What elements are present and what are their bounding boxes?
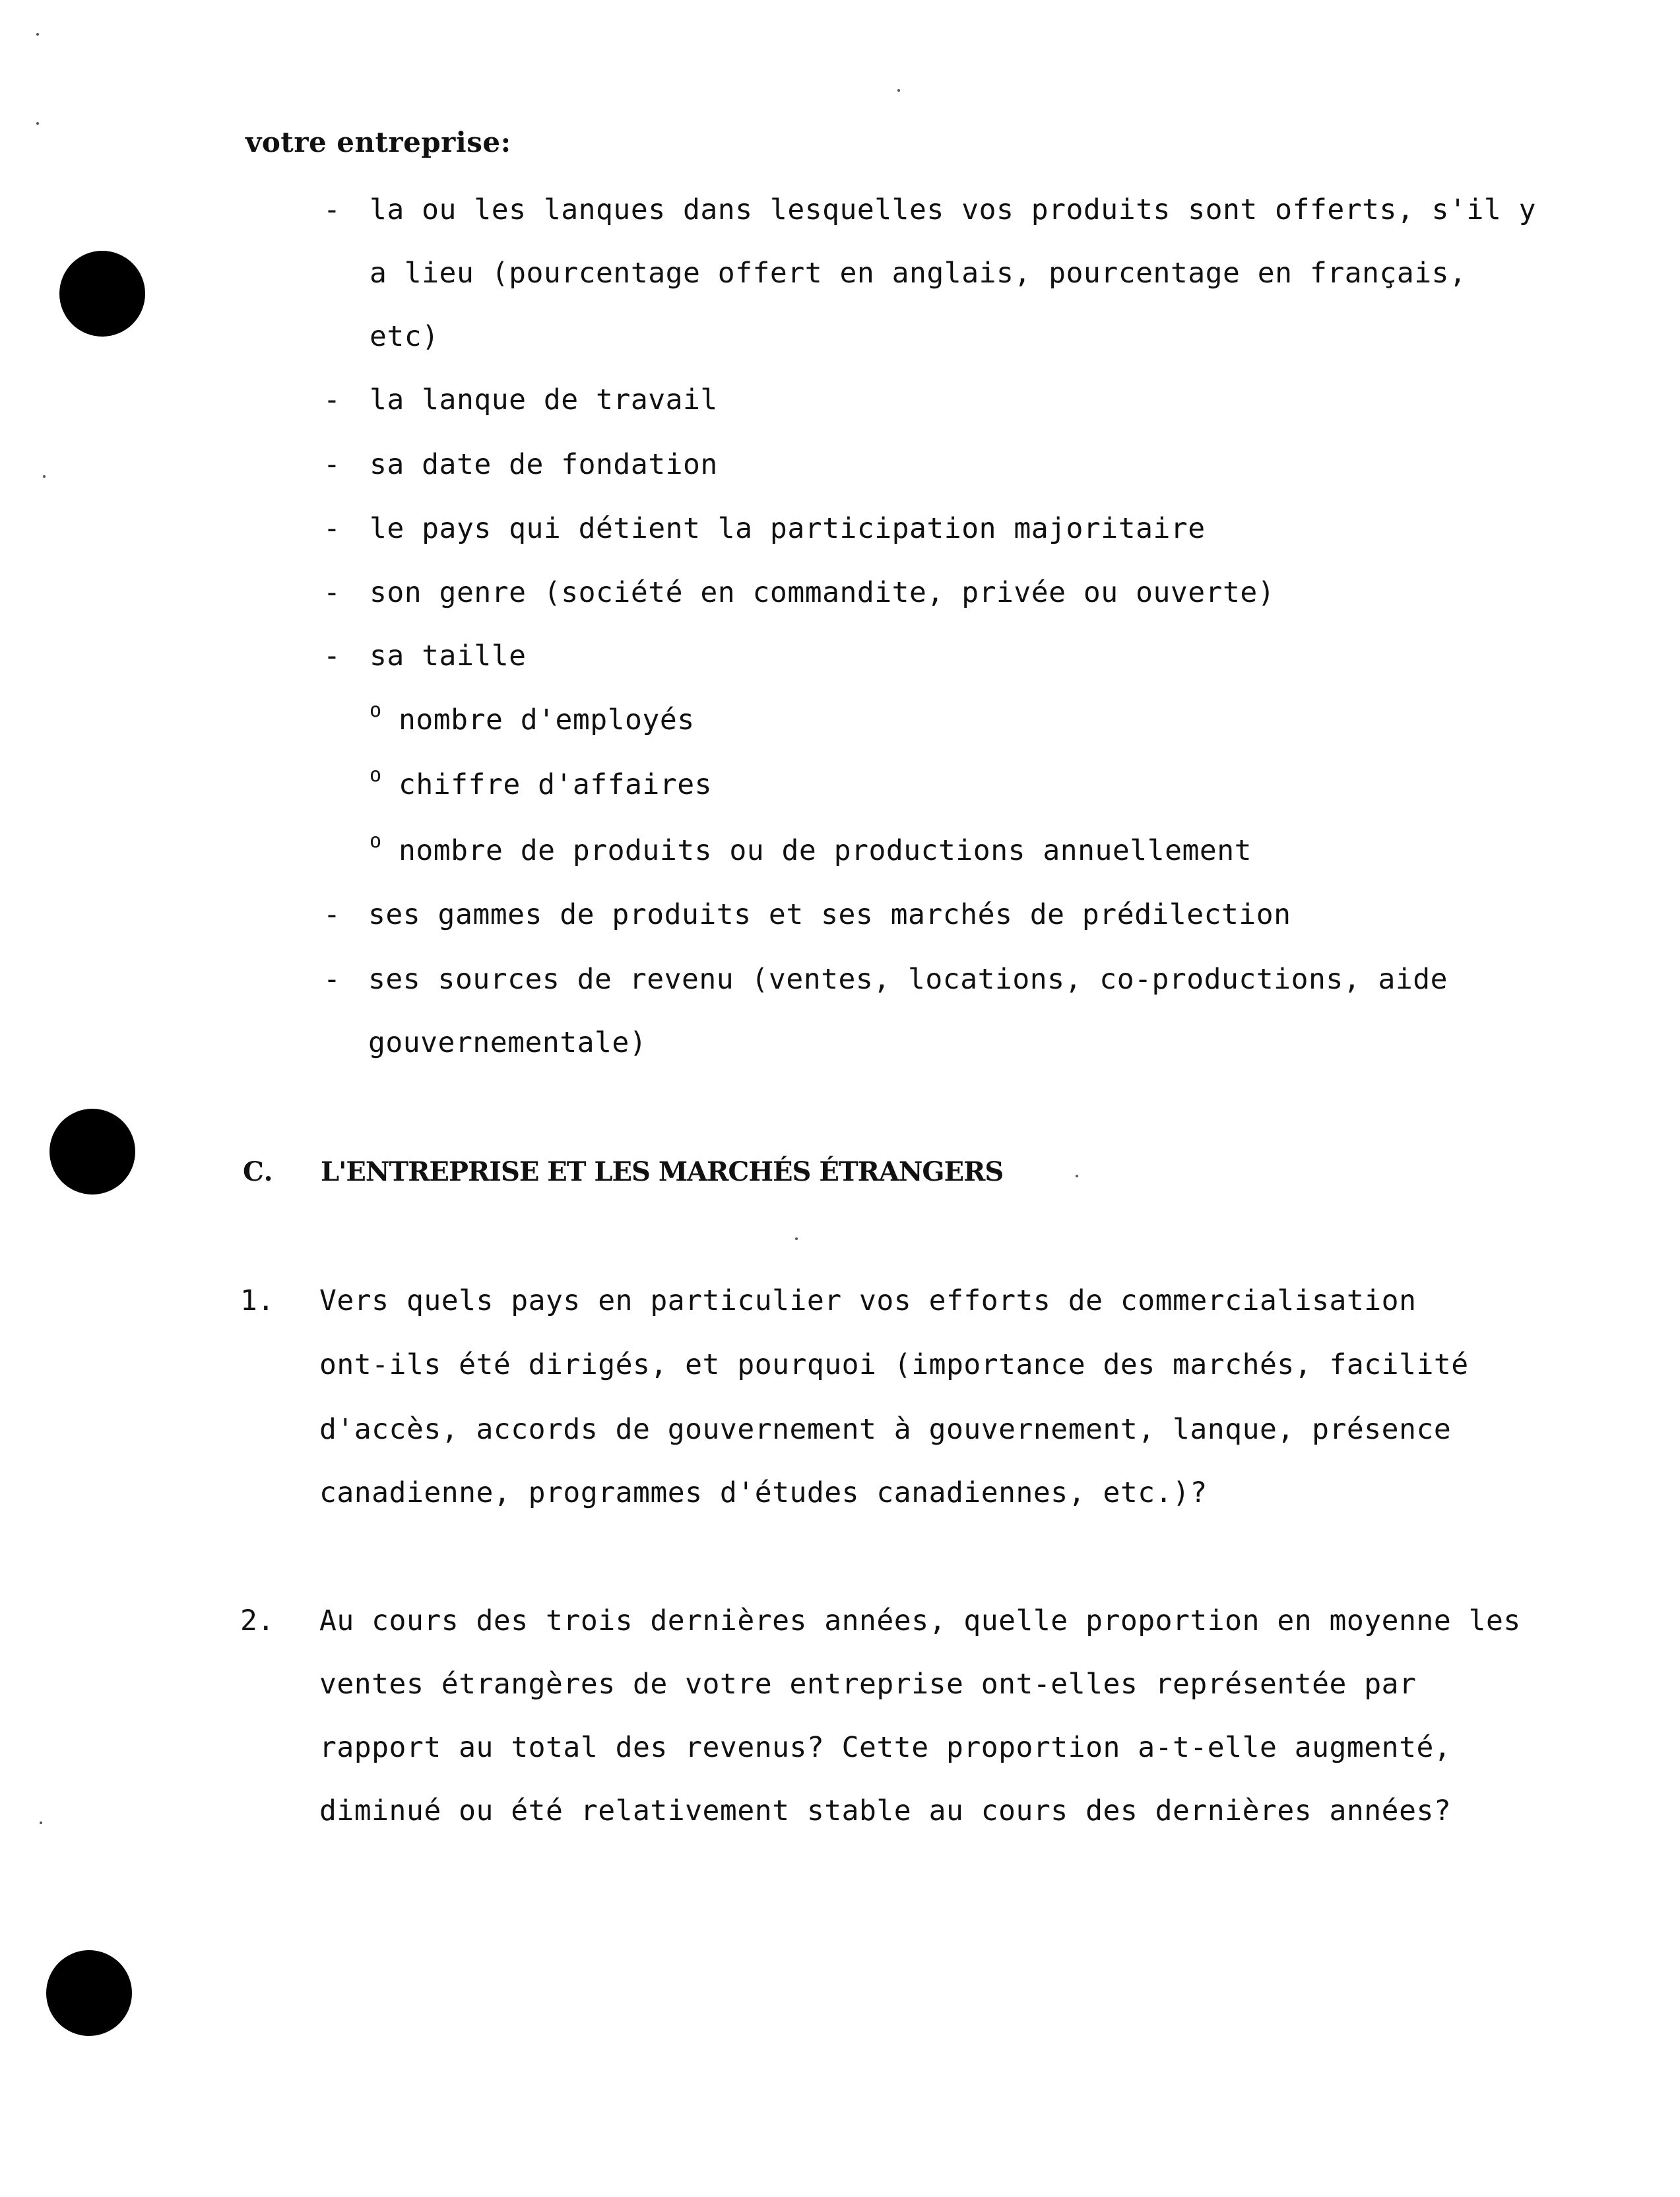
question-2-line-1: Au cours des trois dernières années, quelle proportion en moyenne les <box>319 1604 1521 1637</box>
list-item-7-text: ses gammes de produits et ses marchés de prédilection <box>368 898 1291 931</box>
list-item-4-text: le pays qui détient la participation majoritaire <box>370 512 1206 545</box>
question-2-line-3: rapport au total des revenus? Cette proportion a-t-elle augmenté, <box>319 1731 1452 1764</box>
list-item-6-dash: - <box>323 639 340 672</box>
list-item-1-line-3: etc) <box>370 320 439 353</box>
question-1-number: 1. <box>240 1284 275 1317</box>
question-2-line-2: ventes étrangères de votre entreprise ont-elles représentée par <box>319 1668 1417 1701</box>
intro-text: votre entreprise: <box>245 126 511 158</box>
question-1-line-1: Vers quels pays en particulier vos efforts de commercialisation <box>319 1284 1417 1317</box>
question-2-line-4: diminué ou été relativement stable au cours des dernières années? <box>319 1794 1452 1827</box>
list-item-8-dash: - <box>323 963 340 996</box>
punch-hole-middle <box>49 1109 135 1195</box>
list-item-2-dash: - <box>323 383 340 416</box>
list-item-4-dash: - <box>323 512 340 545</box>
section-title: L'ENTREPRISE ET LES MARCHÉS ÉTRANGERS <box>321 1156 1004 1187</box>
list-item-2-text: la lanque de travail <box>370 383 718 416</box>
scan-speck <box>795 1237 798 1240</box>
question-1-line-3: d'accès, accords de gouvernement à gouvernement, lanque, présence <box>319 1413 1452 1446</box>
list-item-5-dash: - <box>323 576 340 609</box>
question-1-line-2: ont-ils été dirigés, et pourquoi (importance des marchés, facilité <box>319 1348 1469 1381</box>
scan-speck <box>36 122 39 125</box>
list-item-8-line-2: gouvernementale) <box>368 1026 647 1059</box>
sub-item-3-text: nombre de produits ou de productions annuellement <box>399 834 1252 867</box>
scan-speck <box>897 89 900 92</box>
punch-hole-bottom <box>46 1950 132 2036</box>
punch-hole-top <box>59 251 145 337</box>
list-item-1-dash: - <box>323 193 340 226</box>
list-item-3-dash: - <box>323 448 340 481</box>
sub-item-1-text: nombre d'employés <box>399 704 695 737</box>
sub-item-2-bullet: o <box>370 764 382 787</box>
scan-speck <box>43 475 46 478</box>
question-1-line-4: canadienne, programmes d'études canadiennes, etc.)? <box>319 1476 1208 1509</box>
sub-item-1-bullet: o <box>370 699 382 722</box>
list-item-8-line-1: ses sources de revenu (ventes, locations, co-productions, aide <box>368 963 1448 996</box>
list-item-1-line-1: la ou les lanques dans lesquelles vos produits sont offerts, s'il y <box>370 193 1537 226</box>
scan-speck <box>1076 1175 1078 1177</box>
scan-speck <box>40 1821 42 1824</box>
question-2-number: 2. <box>240 1604 275 1637</box>
list-item-3-text: sa date de fondation <box>370 448 718 481</box>
sub-item-3-bullet: o <box>370 830 382 853</box>
list-item-7-dash: - <box>323 898 340 931</box>
list-item-5-text: son genre (société en commandite, privée ou ouverte) <box>370 576 1276 609</box>
scan-speck <box>36 33 39 36</box>
list-item-1-line-2: a lieu (pourcentage offert en anglais, pourcentage en français, <box>370 257 1467 290</box>
list-item-6-text: sa taille <box>370 639 527 672</box>
sub-item-2-text: chiffre d'affaires <box>399 768 712 801</box>
section-letter: C. <box>243 1156 274 1187</box>
